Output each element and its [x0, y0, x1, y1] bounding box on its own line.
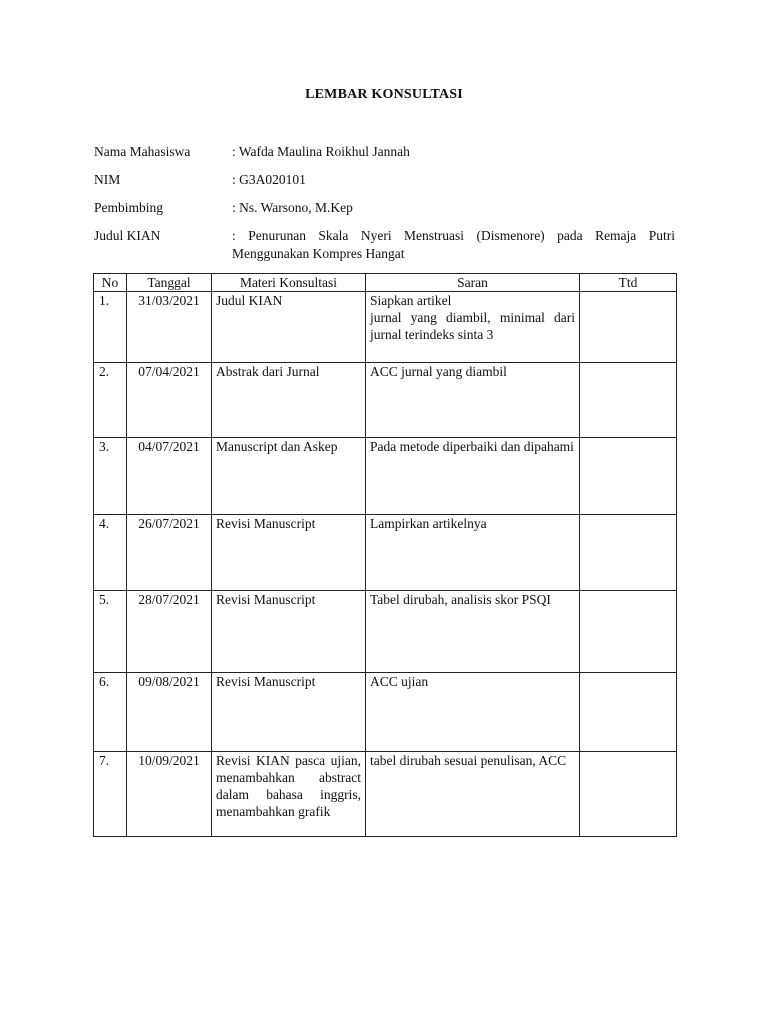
- cell-saran: tabel dirubah sesuai penulisan, ACC: [366, 752, 580, 837]
- cell-no: 2.: [94, 363, 127, 438]
- cell-saran: ACC ujian: [366, 673, 580, 752]
- cell-no: 1.: [94, 292, 127, 363]
- cell-ttd: [580, 673, 677, 752]
- info-value-nim: : G3A020101: [232, 172, 306, 187]
- info-label-pembimbing: Pembimbing: [94, 200, 164, 215]
- info-label-nim: NIM: [94, 172, 121, 187]
- cell-tanggal: 09/08/2021: [127, 673, 212, 752]
- header-ttd: Ttd: [580, 274, 677, 292]
- table-row: [94, 438, 677, 515]
- info-value-pembimbing: : Ns. Warsono, M.Kep: [232, 200, 353, 215]
- info-value-nama: : Wafda Maulina Roikhul Jannah: [232, 144, 410, 159]
- cell-ttd: [580, 752, 677, 837]
- cell-saran-line: Siapkan artikel: [370, 293, 452, 308]
- table-row: [94, 515, 677, 591]
- cell-no: 3.: [94, 438, 127, 515]
- cell-tanggal: 04/07/2021: [127, 438, 212, 515]
- consultation-table: [93, 273, 677, 837]
- header-tanggal: Tanggal: [127, 274, 212, 292]
- cell-ttd: [580, 515, 677, 591]
- cell-ttd: [580, 292, 677, 363]
- cell-tanggal: 07/04/2021: [127, 363, 212, 438]
- table-header-row: [94, 274, 677, 292]
- cell-tanggal: 31/03/2021: [127, 292, 212, 363]
- cell-materi: Abstrak dari Jurnal: [212, 363, 366, 438]
- cell-saran: Pada metode diperbaiki dan dipahami: [366, 438, 580, 515]
- cell-ttd: [580, 591, 677, 673]
- cell-materi: Judul KIAN: [212, 292, 366, 363]
- cell-no: 5.: [94, 591, 127, 673]
- header-saran: Saran: [366, 274, 580, 292]
- info-value-judul: : Penurunan Skala Nyeri Menstruasi (Dismenore) pada Remaja Putri Menggunakan Kompres Hangat: [232, 228, 675, 261]
- cell-materi: Revisi Manuscript: [212, 591, 366, 673]
- cell-saran-line: jurnal yang diambil, minimal dari jurnal terindeks sinta 3: [370, 310, 575, 342]
- cell-no: 6.: [94, 673, 127, 752]
- page-title: LEMBAR KONSULTASI: [305, 87, 463, 102]
- info-label-judul: Judul KIAN: [94, 228, 161, 243]
- cell-materi: Manuscript dan Askep: [212, 438, 366, 515]
- cell-no: 7.: [94, 752, 127, 837]
- table-row: [94, 752, 677, 837]
- cell-tanggal: 10/09/2021: [127, 752, 212, 837]
- cell-materi: Revisi KIAN pasca ujian, menambahkan abstract dalam bahasa inggris, menambahkan grafik: [212, 752, 366, 837]
- cell-saran: ACC jurnal yang diambil: [366, 363, 580, 438]
- cell-materi: Revisi Manuscript: [212, 515, 366, 591]
- cell-saran: Tabel dirubah, analisis skor PSQI: [366, 591, 580, 673]
- cell-ttd: [580, 363, 677, 438]
- table-row: [94, 591, 677, 673]
- cell-materi: Revisi Manuscript: [212, 673, 366, 752]
- header-no: No: [94, 274, 127, 292]
- table-row: [94, 673, 677, 752]
- header-materi: Materi Konsultasi: [212, 274, 366, 292]
- cell-saran: Lampirkan artikelnya: [366, 515, 580, 591]
- cell-no: 4.: [94, 515, 127, 591]
- cell-tanggal: 26/07/2021: [127, 515, 212, 591]
- table-row: [94, 292, 677, 363]
- table-row: [94, 363, 677, 438]
- cell-saran: [366, 292, 580, 363]
- cell-ttd: [580, 438, 677, 515]
- cell-tanggal: 28/07/2021: [127, 591, 212, 673]
- info-label-nama: Nama Mahasiswa: [94, 144, 191, 159]
